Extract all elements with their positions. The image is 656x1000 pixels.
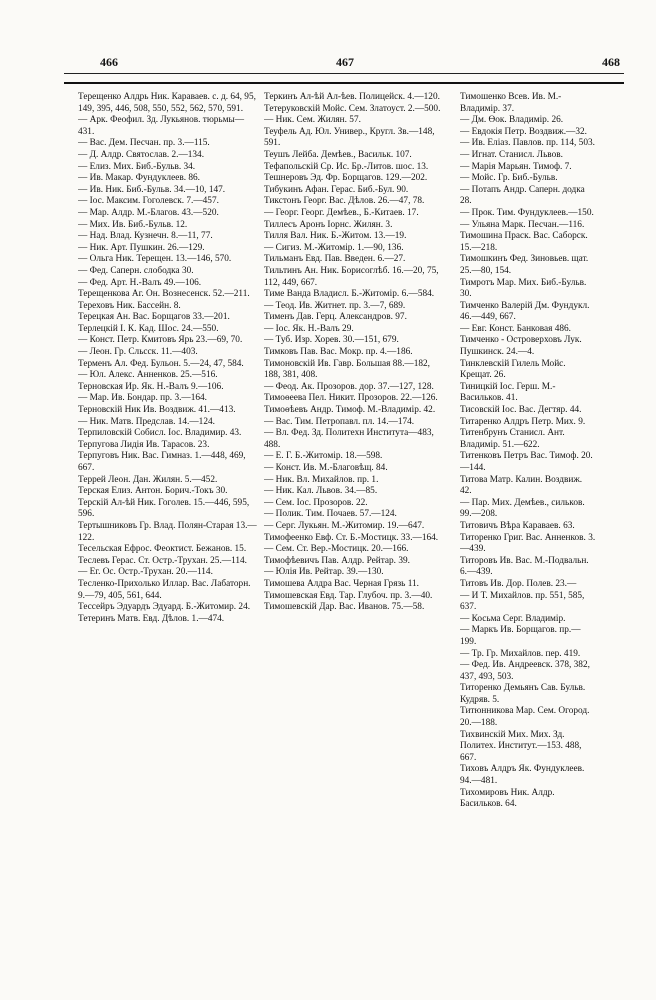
directory-entry: Тинклевскій Гилель Мойс. Крещат. 26.: [460, 358, 566, 381]
directory-entry: — Арк. Феофил. Зд. Лукьянов. тюрьмы—431.: [78, 115, 245, 137]
directory-entry: Тетеринъ Матв. Евд. Дѣлов. 1.—474.: [78, 613, 225, 624]
directory-entry: — Полик. Тим. Почаев. 57.—124.: [264, 509, 397, 520]
directory-entry: — Іос. Максим. Гоголевск. 7.—457.: [78, 196, 219, 207]
page-number-right: 468: [602, 55, 620, 69]
directory-entry: — Серг. Лукьян. М.-Житомир. 19.—647.: [264, 520, 425, 531]
directory-entry: Титовъ Ив. Дор. Полев. 23.—: [460, 578, 577, 589]
directory-entry: Тибукинъ Афан. Герас. Биб.-Бул. 90.: [264, 184, 409, 195]
directory-entry: — Евдокія Петр. Воздвиж.—32.: [460, 126, 587, 137]
header-rule-thin: [64, 73, 624, 74]
directory-entry: — Елиз. Мих. Биб.-Бульв. 34.: [78, 161, 196, 172]
directory-entry: Титенковъ Петръ Вас. Тимоф. 20.—144.: [460, 451, 593, 473]
directory-entry: — Мар. Алдр. М.-Благов. 43.—520.: [78, 207, 219, 218]
page-number-left: 466: [100, 55, 118, 69]
directory-entry: Тиме Ванда Владисл. Б.-Житомір. 6.—584.: [264, 289, 435, 300]
directory-entry: Тимротъ Мар. Мих. Биб.-Бульв. 30.: [460, 277, 587, 300]
directory-entry: — Дм. Өок. Владимір. 26.: [460, 115, 564, 126]
directory-column-1: [78, 92, 258, 992]
directory-entry: Тильтинъ Ан. Ник. Борисоглѣб. 16.—20, 75, 112, 449, 667.: [264, 265, 439, 288]
directory-entry: Теслевъ Герас. Ст. Остр.-Трухан. 25.—114.: [78, 555, 247, 566]
directory-entry: Титоренко Демьянъ Сав. Бульв. Кудряв. 5.: [460, 683, 586, 705]
directory-entry: Тильманъ Евд. Пав. Введен. 6.—27.: [264, 254, 406, 265]
directory-entry: Терменъ Ал. Фед. Бульон. 5.—24, 47, 584.: [78, 358, 244, 369]
directory-entry: — Вас. Дем. Песчан. пр. 3.—115.: [78, 138, 210, 149]
directory-entry: Титаренко Алдръ Петр. Мих. 9.: [460, 416, 586, 427]
directory-entry: — Сигиз. М.-Житомір. 1.—90, 136.: [264, 242, 404, 253]
directory-entry: Тесленко-Прихолько Иллар. Вас. Лабаторн. 9.—79, 405, 561, 644.: [78, 578, 251, 601]
directory-entry: — Леон. Гр. Сльсск. 11.—403.: [78, 347, 198, 358]
directory-entry: — Ник. Арт. Пушкин. 26.—129.: [78, 242, 205, 253]
directory-entry: — Конст. Ив. М.-Благовѣщ. 84.: [264, 463, 388, 473]
directory-entry: — Д. Алдр. Святослав. 2.—134.: [78, 149, 205, 160]
directory-entry: — Ив. Еліаз. Павлов. пр. 114, 503.: [460, 138, 595, 149]
directory-entry: — Мойс. Гр. Биб.-Бульв.: [460, 173, 558, 184]
directory-entry: Тесельская Ефрос. Феоктист. Бежанов. 15.: [78, 544, 247, 555]
directory-entry: — И Т. Михайлов. пр. 551, 585, 637.: [460, 590, 585, 613]
directory-entry: Терецкая Ан. Вас. Борщагов 33.—201.: [78, 312, 230, 323]
directory-entry: — Ник. Матв. Предслав. 14.—124.: [78, 416, 215, 427]
directory-entry: — Косьма Серг. Владимір.: [460, 613, 566, 624]
directory-entry: Титоровъ Ив. Вас. М.-Подвальн. 6.—439.: [460, 555, 589, 578]
directory-entry: Терлецкій І. К. Кад. Шос. 24.—550.: [78, 323, 219, 334]
directory-entry: — Вас. Тим. Петропавл. пл. 14.—174.: [264, 416, 415, 427]
directory-entry: Тимоѳеева Пел. Никит. Прозоров. 22.—126.: [264, 393, 438, 404]
directory-entry: Тимошевскій Дар. Вас. Иванов. 75.—58.: [264, 602, 425, 613]
directory-entry: Тимченко - Островерховъ Лук. Пушкинск. 24.—4.: [460, 335, 582, 358]
directory-entry: Тихвинскій Мих. Мих. Зд. Политех. Институт.—153. 488, 667.: [460, 729, 582, 763]
directory-entry: — Ив. Макар. Фундуклеев. 86.: [78, 173, 200, 184]
directory-entry: Терскій Ал-ѣй Ник. Гоголев. 15.—446, 595, 596.: [78, 497, 250, 520]
directory-entry: Тимченко Валерій Дм. Фундукл. 46.—449, 667.: [460, 300, 590, 323]
directory-entry: — Игнат. Станисл. Львов.: [460, 149, 564, 160]
directory-entry: Терпугова Лидія Ив. Тарасов. 23.: [78, 439, 210, 450]
directory-entry: Тимоѳѣевъ Андр. Тимоф. М.-Владимір. 42.: [264, 405, 436, 416]
directory-entry: Тимоновскій Ив. Гавр. Большая 88.—182, 188, 381, 408.: [264, 358, 430, 381]
directory-entry: — Евг. Конст. Банковая 486.: [460, 323, 571, 334]
directory-entry: — Юлія Ив. Рейтар. 39.—130.: [264, 567, 384, 578]
directory-entry: — Марія Марьян. Тимоф. 7.: [460, 161, 572, 172]
directory-entry: — Ольга Ник. Терещен. 13.—146, 570.: [78, 254, 232, 265]
directory-entry: Титоренко Григ. Вас. Анненков. 3.—439.: [460, 532, 596, 555]
directory-entry: — Фед. Арт. Н.-Валъ 49.—106.: [78, 277, 202, 288]
directory-entry: — Ег. Ос. Остр.-Трухан. 20.—114.: [78, 567, 213, 578]
directory-entry: Тиницкій Іос. Герш. М.-Васильков. 41.: [460, 381, 556, 404]
directory-entry: — Ульяна Марк. Песчан.—116.: [460, 219, 585, 230]
directory-entry: Тикстонъ Георг. Вас. Дѣлов. 26.—47, 78.: [264, 196, 425, 207]
directory-entry: Тимошенко Всев. Ив. М.-Владимір. 37.: [460, 92, 562, 114]
directory-entry: Терская Елиз. Антон. Борич.-Токъ 30.: [78, 486, 228, 497]
directory-entry: — Туб. Изр. Хорев. 30.—151, 679.: [264, 335, 399, 346]
directory-entry: — Теод. Ив. Житнет. пр. 3.—7, 689.: [264, 300, 406, 311]
directory-entry: — Маркъ Ив. Борщагов. пр.—199.: [460, 625, 581, 647]
directory-entry: Тиховъ Алдръ Як. Фундуклеев. 94.—481.: [460, 764, 585, 787]
directory-entry: Тимофѣевичъ Пав. Алдр. Рейтар. 39.: [264, 555, 410, 566]
directory-entry: — Сем. Ст. Вер.-Мостицк. 20.—166.: [264, 544, 409, 555]
directory-entry: Титенбрунъ Станисл. Ант. Владимір. 51.—622.: [460, 428, 565, 450]
directory-entry: Тиллесъ Аронъ Іорнс. Жилян. 3.: [264, 219, 393, 230]
directory-entry: Тимошевская Евд. Тар. Глубоч. пр. 3.—40.: [264, 590, 433, 601]
directory-entry: — Конст. Петр. Кмитовъ Ярь 23.—69, 70.: [78, 335, 243, 346]
directory-entry: — Ник. Сем. Жилян. 57.: [264, 115, 361, 126]
directory-entry: — Юл. Алекс. Анненков. 25.—516.: [78, 370, 218, 381]
directory-entry: — Вл. Фед. Зд. Политехн Института—483, 488.: [264, 428, 434, 450]
directory-entry: — Над. Влад. Кузнечн. 8.—11, 77.: [78, 231, 213, 242]
directory-entry: Тетеруковскій Мойс. Сем. Златоуст. 2.—500.: [264, 103, 441, 114]
directory-entry: — Ник. Вл. Михайлов. пр. 1.: [264, 474, 379, 485]
directory-entry: Тилля Вал. Ник. Б.-Житом. 13.—19.: [264, 231, 407, 242]
directory-entry: Тессейръ Эдуардъ Эдуард. Б.-Житомир. 24.: [78, 602, 251, 613]
directory-entry: — Тр. Гр. Михайлов. пер. 419.: [460, 648, 581, 659]
directory-entry: — Сем. Іос. Прозоров. 22.: [264, 497, 368, 508]
directory-entry: Теушъ Лейба. Демѣев., Васильк. 107.: [264, 149, 412, 160]
directory-entry: — Мар. Ив. Бондар. пр. 3.—164.: [78, 393, 207, 404]
directory-entry: Тимошева Алдра Вас. Черная Грязь 11.: [264, 578, 419, 589]
directory-entry: Тихомировъ Ник. Алдр. Басильков. 64.: [460, 787, 555, 810]
directory-entry: Тимковъ Пав. Вас. Мокр. пр. 4.—186.: [264, 347, 413, 358]
directory-entry: — Ник. Кал. Львов. 34.—85.: [264, 486, 378, 497]
directory-entry: Титовичъ Вѣра Караваев. 63.: [460, 520, 575, 531]
directory-entry: — Мих. Ив. Биб.-Бульв. 12.: [78, 219, 188, 230]
directory-entry: Тимошкинъ Фед. Зиновьев. щат. 25.—80, 154.: [460, 254, 589, 276]
directory-entry: Террей Леон. Дан. Жилян. 5.—452.: [78, 474, 218, 485]
directory-entry: Теуфель Ад. Юл. Универ., Кругл. Зв.—148, 591.: [264, 126, 435, 149]
directory-entry: — Е. Г. Б.-Житомір. 18.—598.: [264, 451, 383, 462]
directory-entry: Титюнникова Мар. Сем. Огород. 20.—188.: [460, 706, 590, 729]
directory-entry: Тереховъ Ник. Бассейн. 8.: [78, 300, 181, 311]
directory-entry: Тименъ Дав. Герц. Александров. 97.: [264, 312, 407, 323]
directory-entry: Тешнеровъ Эд. Фр. Борщагов. 129.—202.: [264, 173, 428, 184]
directory-entry: Тимофеенко Евф. Ст. Б.-Мостицк. 33.—164.: [264, 532, 439, 543]
directory-entry: Тертышниковъ Гр. Влад. Полян-Старая 13.—122.: [78, 520, 257, 543]
directory-entry: Тефапольскій Ср. Ис. Бр.-Литов. шос. 13.: [264, 161, 429, 172]
directory-entry: Терещенкова Аг. Он. Вознесенск. 52.—211.: [78, 289, 250, 300]
directory-entry: Терновская Ир. Як. Н.-Валъ 9.—106.: [78, 381, 224, 392]
directory-column-2: [264, 92, 444, 992]
directory-entry: Тимошина Праск. Вас. Саборск. 15.—218.: [460, 231, 588, 253]
directory-entry: — Потапъ Андр. Саперн. додка 28.: [460, 184, 585, 207]
directory-entry: — Прок. Тим. Фундуклеев.—150.: [460, 207, 594, 218]
directory-entry: — Фед. Саперн. слободка 30.: [78, 265, 194, 276]
directory-entry: — Іос. Як. Н.-Валъ 29.: [264, 323, 354, 334]
directory-column-3: [460, 92, 596, 992]
directory-entry: Терновскій Ник Ив. Воздвиж. 41.—413.: [78, 405, 236, 416]
directory-entry: Терпиловскій Собисл. Іос. Владимир. 43.: [78, 428, 242, 439]
directory-entry: — Георг. Георг. Демѣев., Б.-Китаев. 17.: [264, 207, 419, 218]
directory-entry: Титова Матр. Калин. Воздвиж. 42.: [460, 474, 583, 497]
directory-entry: Терещенко Алдрь Ник. Караваев. с. д. 64, 95, 149, 395, 446, 508, 550, 552, 562, 570, 591.: [78, 92, 256, 114]
directory-entry: Тисовскій Іос. Вас. Дегтяр. 44.: [460, 405, 582, 416]
directory-entry: — Ив. Ник. Биб.-Бульв. 34.—10, 147.: [78, 184, 226, 195]
directory-entry: — Пар. Мих. Демѣев., сильков. 99.—208.: [460, 497, 585, 520]
header-rule-thick: [64, 82, 624, 84]
page-number-center: 467: [336, 55, 354, 69]
directory-entry: — Феод. Ак. Прозоров. дор. 37.—127, 128.: [264, 381, 434, 392]
page-header: [0, 0, 656, 86]
directory-entry: — Фед. Ив. Андреевск. 378, 382, 437, 493, 503.: [460, 660, 590, 682]
directory-entry: Теркинъ Ал-ѣй Ал-ѣев. Полицейск. 4.—120.: [264, 92, 440, 102]
directory-entry: Терпуговъ Ник. Вас. Гимназ. 1.—448, 469, 667.: [78, 451, 246, 473]
